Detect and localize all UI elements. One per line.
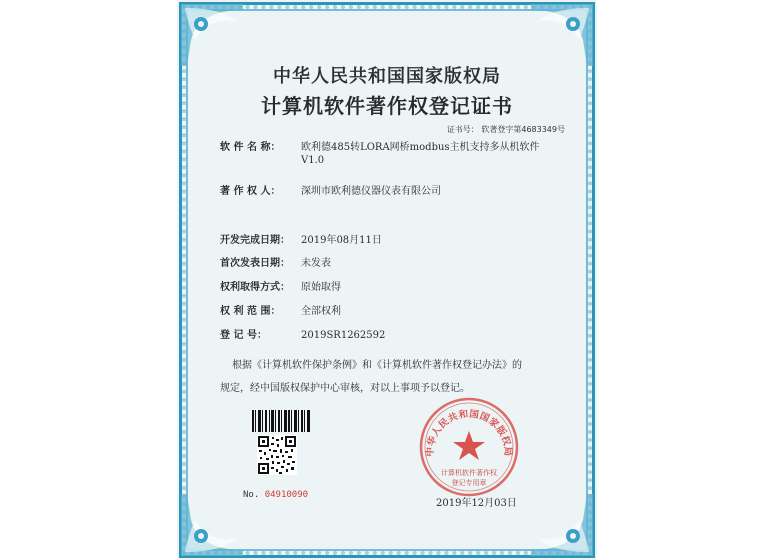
field-label: 权 利 范 围：	[220, 306, 281, 317]
serial-prefix: No.	[243, 490, 260, 500]
serial-number	[243, 490, 308, 500]
corner-ornament-icon	[177, 490, 247, 560]
corner-ornament-icon	[527, 490, 597, 560]
certificate-number	[447, 124, 565, 135]
field-value: 未发表	[301, 258, 331, 269]
serial-value: 04910090	[264, 490, 309, 500]
field-label: 开发完成日期：	[220, 235, 290, 246]
field-value: 2019年08月11日	[301, 235, 382, 246]
qr-code-icon	[257, 435, 297, 475]
field-value: 全部权利	[301, 306, 341, 317]
certificate-number-value: 软著登字第4683349号	[481, 125, 565, 134]
field-label: 登 记 号：	[220, 330, 267, 341]
seal-inner-line-1: 计算机软件著作权	[441, 469, 497, 477]
issue-date: 2019年12月03日	[436, 498, 517, 509]
seal-inner-line-2: 登记专用章	[451, 479, 487, 487]
certificate-title: 计算机软件著作权登记证书	[261, 94, 513, 118]
field-label: 著 作 权 人：	[220, 186, 281, 197]
barcode-icon	[252, 410, 310, 432]
field-label: 首次发表日期：	[220, 258, 290, 269]
issuer-title: 中华人民共和国国家版权局	[273, 66, 501, 87]
statement-line-2: 规定，经中国版权保护中心审核，对以上事项予以登记。	[220, 383, 470, 394]
corner-ornament-icon	[177, 0, 247, 70]
field-value: 2019SR1262592	[301, 330, 386, 341]
official-seal-icon	[417, 395, 521, 499]
field-value: 欧利德485转LORA网桥modbus主机支持多从机软件	[301, 142, 540, 153]
field-label: 软 件 名 称：	[220, 142, 281, 153]
seal-outer-text: 中华人民共和国国家版权局	[424, 408, 514, 457]
field-value: 原始取得	[301, 282, 341, 293]
statement-line-1: 根据《计算机软件保护条例》和《计算机软件著作权登记办法》的	[232, 360, 522, 371]
field-value-line2: V1.0	[301, 155, 325, 166]
certificate	[177, 0, 597, 560]
field-value: 深圳市欧利德仪器仪表有限公司	[301, 186, 441, 197]
corner-ornament-icon	[527, 0, 597, 70]
certificate-number-label: 证书号：	[446, 125, 479, 134]
field-label: 权利取得方式：	[220, 282, 290, 293]
